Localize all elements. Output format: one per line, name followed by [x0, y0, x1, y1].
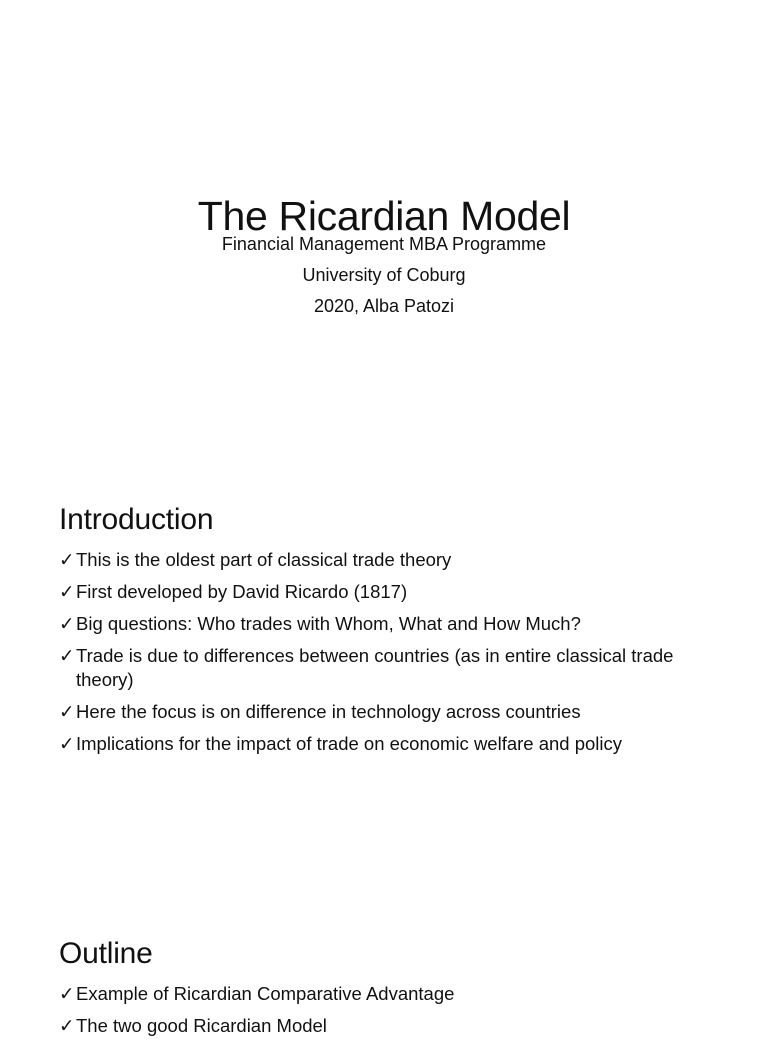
- outline-slide: [0, 864, 768, 1036]
- checkmark-icon: ✓: [59, 983, 75, 1004]
- bullet-text: First developed by David Ricardo (1817): [76, 581, 408, 602]
- introduction-title: Introduction: [59, 502, 214, 536]
- list-item: [59, 700, 709, 724]
- subtitle-programme: Financial Management MBA Programme: [221, 234, 547, 254]
- checkmark-icon: ✓: [59, 701, 75, 722]
- presentation-subtitle: [0, 229, 768, 322]
- outline-title: Outline: [59, 936, 153, 970]
- bullet-text: The two good Ricardian Model: [76, 1015, 327, 1036]
- checkmark-icon: ✓: [59, 581, 75, 602]
- checkmark-icon: ✓: [59, 1015, 75, 1036]
- introduction-bullet-list: [59, 548, 709, 764]
- checkmark-icon: ✓: [59, 645, 75, 666]
- checkmark-icon: ✓: [59, 549, 75, 570]
- introduction-slide: [0, 432, 768, 864]
- bullet-text: Trade is due to differences between countries (as in entire classical trade theory): [76, 645, 674, 690]
- list-item: [59, 612, 709, 636]
- list-item: [59, 1014, 709, 1038]
- title-slide: [0, 0, 768, 432]
- list-item: [59, 580, 709, 604]
- bullet-text: Example of Ricardian Comparative Advantage: [76, 983, 455, 1004]
- checkmark-icon: ✓: [59, 613, 75, 634]
- presentation-title: The Ricardian Model: [197, 193, 571, 240]
- checkmark-icon: ✓: [59, 733, 75, 754]
- subtitle-university: University of Coburg: [302, 265, 466, 285]
- outline-bullet-list: [59, 982, 709, 1046]
- bullet-text: Here the focus is on difference in technology across countries: [76, 701, 581, 722]
- bullet-text: Big questions: Who trades with Whom, What and How Much?: [76, 613, 581, 634]
- list-item: [59, 732, 709, 756]
- list-item: [59, 644, 709, 692]
- subtitle-year-author: 2020, Alba Patozi: [313, 296, 455, 316]
- bullet-text: This is the oldest part of classical trade theory: [76, 549, 452, 570]
- bullet-text: Implications for the impact of trade on economic welfare and policy: [76, 733, 623, 754]
- list-item: [59, 548, 709, 572]
- list-item: [59, 982, 709, 1006]
